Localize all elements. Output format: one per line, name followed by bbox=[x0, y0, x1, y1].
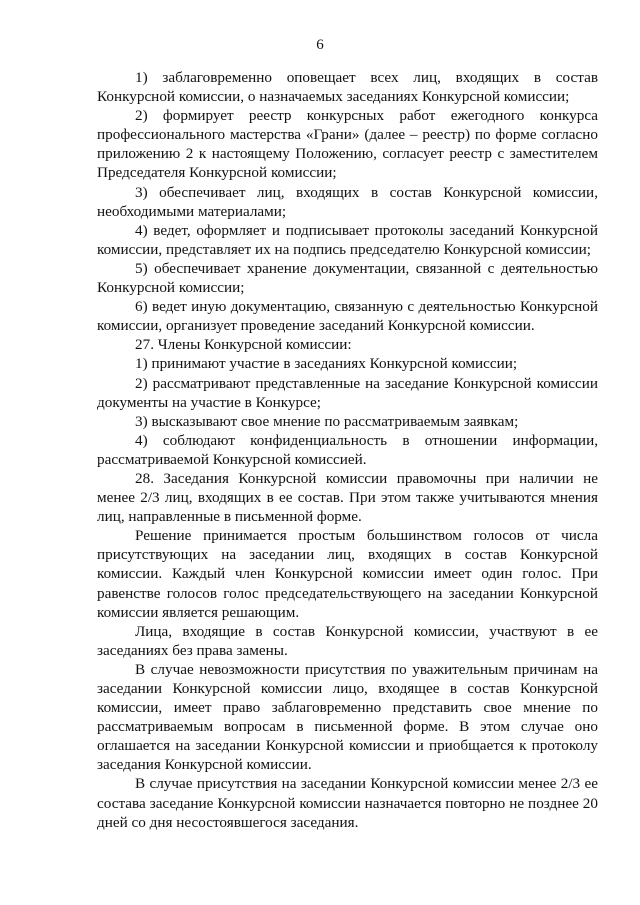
paragraph-secretary-duty-6: 6) ведет иную документацию, связанную с деятельностью Конкурсной комиссии, организует проведение заседаний Конкурсной комиссии. bbox=[97, 298, 598, 335]
paragraph-written-opinion: В случае невозможности присутствия по уважительным причинам на заседании Конкурсной комиссии лицо, входящее в состав Конкурсной комиссии, имеет право заблаговременно представить свое мнение по рассматриваемым вопросам в письменной форме. В этом случае оно оглашается на заседании Конкурсной комиссии и приобщается к протоколу заседания Конкурсной комиссии. bbox=[97, 660, 598, 774]
paragraph-member-duty-3: 3) высказывают свое мнение по рассматриваемым заявкам; bbox=[135, 412, 519, 430]
paragraph-quorum-rescheduling: В случае присутствия на заседании Конкурсной комиссии менее 2/3 ее состава заседание Конкурсной комиссии назначается повторно не позднее 20 дней со дня несостоявшегося заседания. bbox=[97, 775, 598, 831]
paragraph-section-27-heading: 27. Члены Конкурсной комиссии: bbox=[135, 336, 352, 354]
paragraph-secretary-duty-3: 3) обеспечивает лиц, входящих в состав Конкурсной комиссии, необходимыми материалами; bbox=[97, 183, 598, 220]
page-number: 6 bbox=[316, 37, 324, 53]
paragraph-member-duty-2: 2) рассматривают представленные на заседание Конкурсной комиссии документы на участие в Конкурсе; bbox=[97, 374, 598, 411]
paragraph-decision-rule: Решение принимается простым большинством голосов от числа присутствующих на заседании лиц, входящих в состав Конкурсной комиссии. Каждый член Конкурсной комиссии имеет один голос. При равенстве голосов голос председательствующего на заседании Конкурсной комиссии является решающим. bbox=[97, 527, 598, 621]
paragraph-secretary-duty-5: 5) обеспечивает хранение документации, связанной с деятельностью Конкурсной комиссии; bbox=[97, 259, 598, 297]
paragraph-secretary-duty-2: 2) формирует реестр конкурсных работ ежегодного конкурса профессионального мастерства «Грани» (далее – реестр) по форме согласно приложению 2 к настоящему Положению, согласует реестр с заместителем Председателя Конкурсной комиссии; bbox=[97, 107, 598, 182]
paragraph-member-duty-1: 1) принимают участие в заседаниях Конкурсной комиссии; bbox=[135, 355, 518, 373]
paragraph-section-28: 28. Заседания Конкурсной комиссии правомочны при наличии не менее 2/3 лиц, входящих в ее состав. При этом также учитываются мнения лиц, направленные в письменной форме. bbox=[97, 469, 598, 526]
document-body bbox=[97, 68, 598, 832]
paragraph-member-duty-4: 4) соблюдают конфиденциальность в отношении информации, рассматриваемой Конкурсной комиссией. bbox=[97, 431, 598, 468]
paragraph-secretary-duty-4: 4) ведет, оформляет и подписывает протоколы заседаний Конкурсной комиссии, представляет их на подпись председателю Конкурсной комиссии; bbox=[97, 221, 598, 258]
paragraph-secretary-duty-1: 1) заблаговременно оповещает всех лиц, входящих в состав Конкурсной комиссии, о назначаемых заседаниях Конкурсной комиссии; bbox=[97, 69, 598, 106]
paragraph-no-substitution: Лица, входящие в состав Конкурсной комиссии, участвуют в ее заседаниях без права замены. bbox=[97, 622, 598, 659]
